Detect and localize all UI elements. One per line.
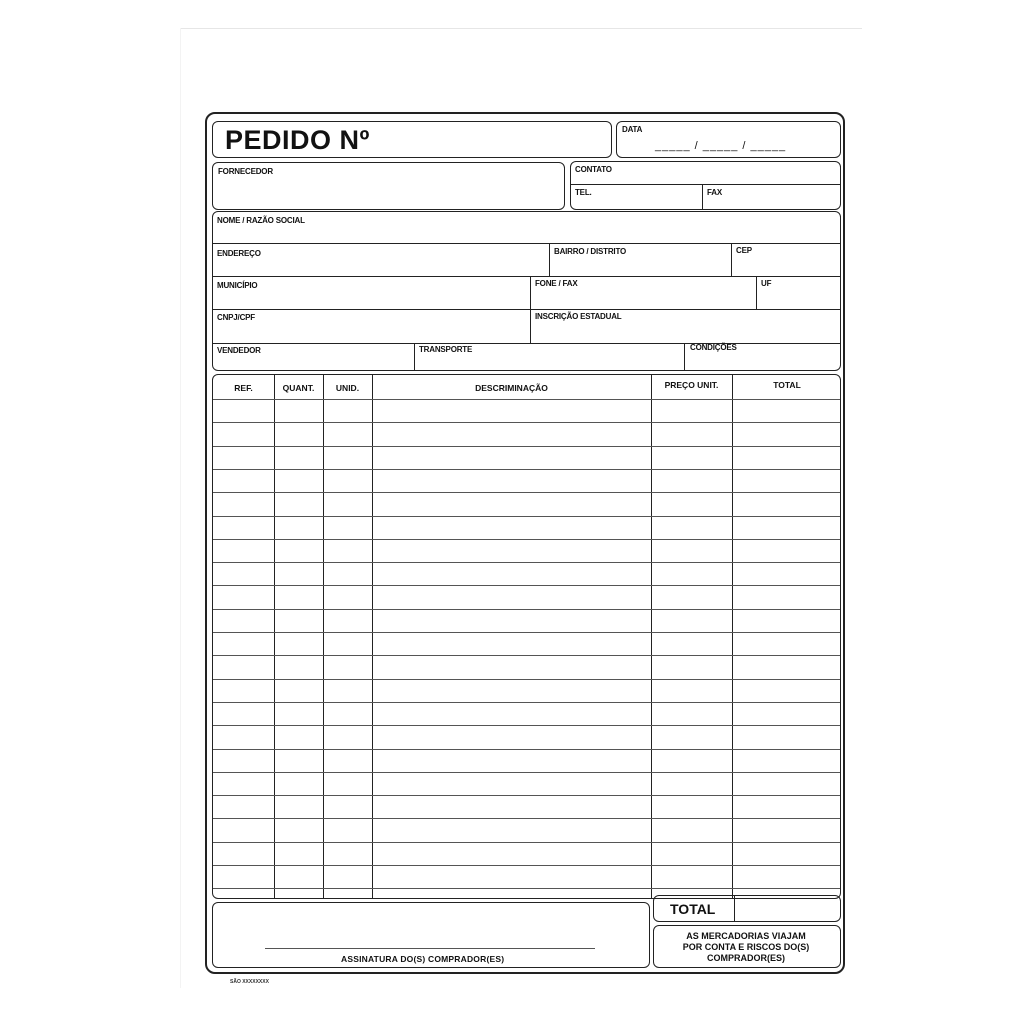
- col-header-ref: REF.: [234, 383, 253, 393]
- col-header-total: TOTAL: [773, 380, 801, 390]
- table-row-line: [213, 562, 840, 563]
- address-label: ENDEREÇO: [217, 249, 261, 258]
- total-label: TOTAL: [670, 901, 716, 917]
- table-row-line: [213, 609, 840, 610]
- customer-box: [212, 211, 841, 371]
- customer-row-line-3: [213, 309, 840, 310]
- paper-edge: [180, 28, 862, 29]
- order-form: [205, 112, 845, 974]
- terms-label: CONDIÇÕES: [690, 343, 737, 352]
- table-row-line: [213, 655, 840, 656]
- tax-id-label: CNPJ/CPF: [217, 313, 255, 322]
- seller-divider: [414, 343, 415, 370]
- table-row-line: [213, 702, 840, 703]
- phone-divider: [756, 276, 757, 309]
- shipping-divider: [684, 343, 685, 370]
- city-label: MUNICÍPIO: [217, 281, 258, 290]
- col-header-description: DESCRIMINAÇÃO: [475, 383, 548, 393]
- table-row-line: [213, 492, 840, 493]
- table-row-line: [213, 469, 840, 470]
- order-number-box[interactable]: [212, 121, 612, 158]
- col-divider-unid: [372, 375, 373, 898]
- date-box[interactable]: [616, 121, 841, 158]
- col-header-quant: QUANT.: [282, 383, 315, 393]
- table-row-line: [213, 725, 840, 726]
- contact-box[interactable]: [570, 161, 841, 210]
- col-divider-quant: [323, 375, 324, 898]
- table-row-line: [213, 679, 840, 680]
- fax-label: FAX: [707, 188, 722, 197]
- customer-row-line-4: [213, 343, 840, 344]
- table-row-line: [213, 446, 840, 447]
- table-row-line: [213, 422, 840, 423]
- risk-note-line-3: COMPRADOR(ES): [707, 953, 785, 963]
- table-row-line: [213, 632, 840, 633]
- table-row-line: [213, 888, 840, 889]
- order-title: PEDIDO Nº: [225, 125, 370, 155]
- address-divider: [549, 243, 550, 276]
- table-row-line: [213, 842, 840, 843]
- risk-note-line-2: POR CONTA E RISCOS DO(S): [682, 942, 810, 952]
- table-row-line: [213, 539, 840, 540]
- col-header-unid: UNID.: [335, 383, 360, 393]
- shipping-label: TRANSPORTE: [419, 345, 473, 354]
- phone-label: FONE / FAX: [535, 279, 578, 288]
- state-label: UF: [761, 279, 772, 288]
- tel-fax-divider: [702, 184, 703, 209]
- customer-row-line-2: [213, 276, 840, 277]
- table-row-line: [213, 818, 840, 819]
- col-divider-desc: [651, 375, 652, 898]
- risk-note-line-1: AS MERCADORIAS VIAJAM: [686, 931, 806, 941]
- table-row-line: [213, 772, 840, 773]
- date-label: DATA: [622, 125, 643, 134]
- state-registration-label: INSCRIÇÃO ESTADUAL: [535, 312, 622, 321]
- contact-divider: [571, 184, 840, 185]
- risk-note-box: [653, 925, 841, 968]
- contact-label: CONTATO: [575, 165, 612, 174]
- table-row-line: [213, 585, 840, 586]
- customer-row-line-1: [213, 243, 840, 244]
- table-row-line: [213, 399, 840, 400]
- table-row-line: [213, 749, 840, 750]
- col-header-unit-price: PREÇO UNIT.: [664, 380, 719, 390]
- signature-line: [265, 948, 595, 949]
- printer-mark: SÃO XXXXXXXX: [230, 979, 269, 985]
- supplier-label: FORNECEDOR: [218, 167, 273, 176]
- name-label: NOME / RAZÃO SOCIAL: [217, 216, 305, 225]
- table-row-line: [213, 795, 840, 796]
- paper-shadow: [180, 28, 181, 988]
- signature-label: ASSINATURA DO(S) COMPRADOR(ES): [341, 954, 505, 964]
- total-divider: [734, 896, 735, 921]
- signature-box[interactable]: [212, 902, 650, 968]
- table-row-line: [213, 516, 840, 517]
- tel-label: TEL.: [575, 188, 592, 197]
- seller-label: VENDEDOR: [217, 346, 261, 355]
- district-divider: [731, 243, 732, 276]
- total-box[interactable]: [653, 895, 841, 922]
- date-blank: _____ / _____ / _____: [655, 140, 787, 152]
- zip-label: CEP: [736, 246, 752, 255]
- col-divider-price: [732, 375, 733, 898]
- items-table: [212, 374, 841, 899]
- col-divider-ref: [274, 375, 275, 898]
- supplier-box[interactable]: [212, 162, 565, 210]
- district-label: BAIRRO / DISTRITO: [554, 247, 627, 256]
- table-row-line: [213, 865, 840, 866]
